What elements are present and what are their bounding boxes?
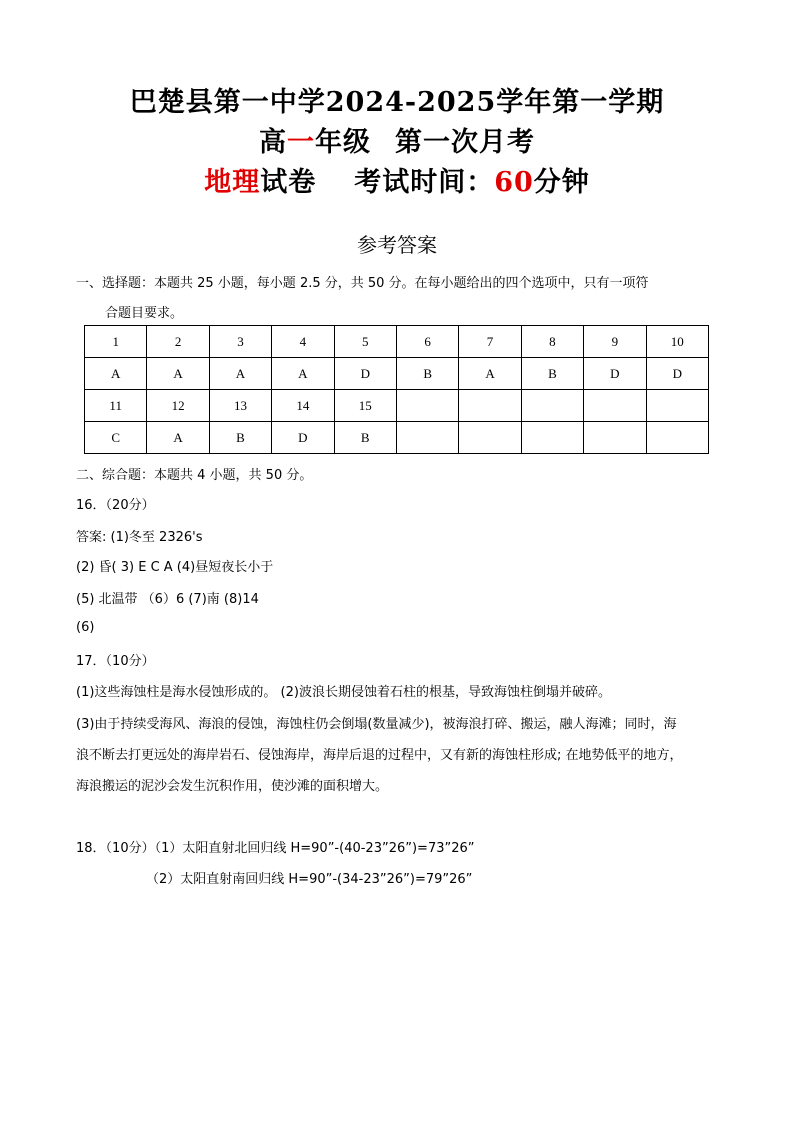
table-cell: 9 — [584, 326, 646, 358]
q17-answer-line-4: 海浪搬运的泥沙会发生沉积作用，使沙滩的面积增大。 — [76, 779, 389, 794]
table-cell: D — [272, 422, 334, 454]
table-cell: 11 — [85, 390, 147, 422]
paper-label: 试卷 — [260, 167, 317, 198]
school-title: 巴楚县第一中学2024-2025学年第一学期 — [129, 87, 665, 118]
table-cell — [646, 390, 708, 422]
table-cell: 15 — [334, 390, 396, 422]
q17-answer-line-1: (1)这些海蚀柱是海水侵蚀形成的。 (2)波浪长期侵蚀着石柱的根基，导致海蚀柱倒塌并破碎。 — [76, 685, 611, 700]
table-cell: B — [334, 422, 396, 454]
table-cell: 5 — [334, 326, 396, 358]
grade-suffix: 年级 — [315, 127, 371, 158]
table-cell — [584, 390, 646, 422]
table-cell: D — [334, 358, 396, 390]
section1-instructions: 一、选择题：本题共 25 小题，每小题 2.5 分，共 50 分。在每小题给出的四个选项中，只有一项符 — [76, 276, 649, 291]
table-cell: 7 — [459, 326, 521, 358]
subject-name: 地理 — [204, 167, 261, 198]
table-cell: A — [147, 422, 209, 454]
q18-answer-line-2: （2）太阳直射南回归线 H=90”-(34-23”26”)=79”26” — [146, 872, 473, 887]
q16-answer-line-3: (5) 北温带 （6）6 (7)南 (8)14 — [76, 592, 259, 607]
table-cell — [521, 422, 583, 454]
q16-answer-line-4: (6) — [76, 620, 95, 635]
q17-answer-line-3: 浪不断去打更远处的海岸岩石、侵蚀海岸，海岸后退的过程中，又有新的海蚀柱形成; 在地势低平的地方， — [76, 748, 683, 763]
time-unit: 分钟 — [533, 167, 590, 198]
table-cell — [521, 390, 583, 422]
table-cell — [459, 422, 521, 454]
table-cell: 12 — [147, 390, 209, 422]
table-cell: 2 — [147, 326, 209, 358]
table-row — [85, 358, 709, 390]
q17-answer-line-2: (3)由于持续受海风、海浪的侵蚀，海蚀柱仍会倒塌(数量减少)，被海浪打碎、搬运，融人海滩；同时，海 — [76, 717, 677, 732]
section2-heading: 二、综合题：本题共 4 小题，共 50 分。 — [76, 468, 313, 483]
subject-time-title — [0, 160, 794, 199]
table-cell: B — [396, 358, 458, 390]
answer-key-title: 参考答案 — [357, 233, 437, 257]
time-value: 60 — [494, 167, 534, 198]
table-cell — [459, 390, 521, 422]
table-cell — [646, 422, 708, 454]
exam-name: 第一次月考 — [395, 127, 535, 158]
table-cell: A — [147, 358, 209, 390]
table-cell: A — [459, 358, 521, 390]
table-cell: 1 — [85, 326, 147, 358]
table-cell: 10 — [646, 326, 708, 358]
table-cell: 13 — [209, 390, 271, 422]
table-cell: 8 — [521, 326, 583, 358]
table-cell — [396, 390, 458, 422]
time-label: 考试时间： — [354, 167, 495, 198]
table-cell: 14 — [272, 390, 334, 422]
q17-heading: 17．（10分） — [76, 654, 155, 669]
grade-prefix: 高 — [259, 127, 287, 158]
table-cell: C — [85, 422, 147, 454]
table-cell — [396, 422, 458, 454]
table-cell: B — [521, 358, 583, 390]
table-cell: 3 — [209, 326, 271, 358]
table-row — [85, 326, 709, 358]
table-cell: A — [209, 358, 271, 390]
section1-instructions-cont: 合题目要求。 — [105, 306, 184, 321]
table-cell: D — [584, 358, 646, 390]
q16-answer-line-1: 答案: (1)冬至 2326's — [76, 530, 203, 545]
q18-answer-line-1: 18．（10分）（1）太阳直射北回归线 H=90”-(40-23”26”)=73”26” — [76, 841, 475, 856]
table-row — [85, 422, 709, 454]
q16-answer-line-2: (2) 昏( 3) E C A (4)昼短夜长小于 — [76, 560, 274, 575]
grade-number: 一 — [287, 127, 315, 158]
table-cell: 6 — [396, 326, 458, 358]
table-cell: B — [209, 422, 271, 454]
table-cell: A — [85, 358, 147, 390]
answer-table — [84, 325, 709, 454]
q16-heading: 16．（20分） — [76, 498, 155, 513]
grade-exam-title — [0, 120, 794, 159]
table-cell: A — [272, 358, 334, 390]
table-cell: D — [646, 358, 708, 390]
table-row — [85, 390, 709, 422]
table-cell — [584, 422, 646, 454]
table-cell: 4 — [272, 326, 334, 358]
